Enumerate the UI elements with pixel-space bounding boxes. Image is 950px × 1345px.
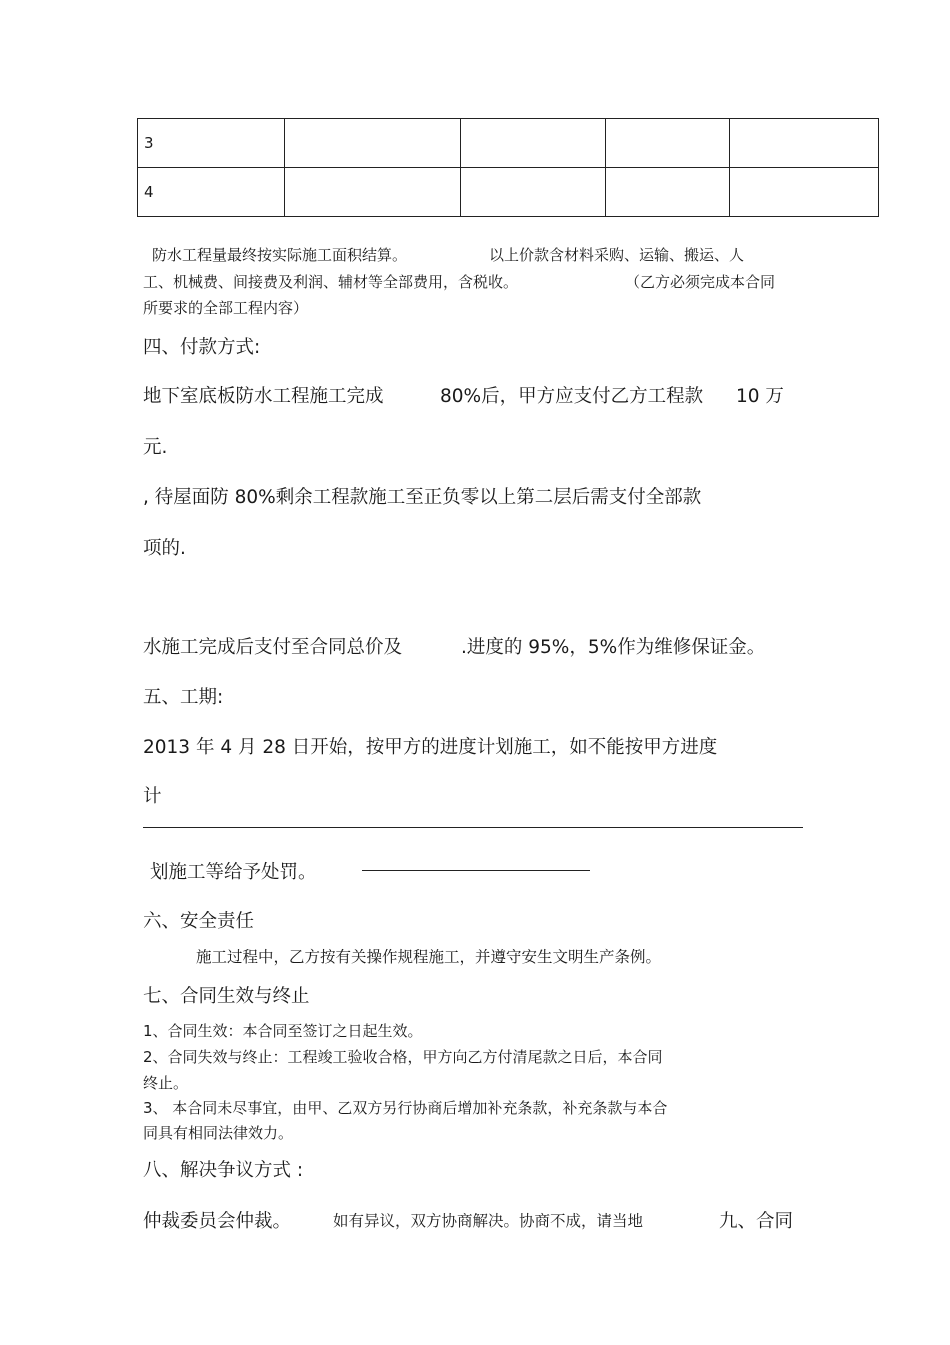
note-line: 所要求的全部工程内容） [143,299,309,317]
list-item: 终止。 [143,1074,189,1092]
table-cell [730,168,879,217]
paragraph-text: 划施工等给予处罚。 [150,862,317,883]
table-cell [606,119,730,168]
table-cell [461,168,606,217]
paragraph-text: 仲裁委员会仲裁。 [143,1211,292,1232]
divider-line [143,827,803,828]
note-line: 工、机械费、间接费及利润、辅材等全部费用，含税收。 [143,273,519,291]
underline-blank [362,870,590,871]
table-cell: 4 [138,168,285,217]
table-cell [285,168,461,217]
table-row [138,119,879,168]
paragraph-text: 80%后，甲方应支付乙方工程款 [440,386,704,407]
paragraph-text: 项的. [143,538,186,559]
section-heading: 八、解决争议方式 : [143,1160,304,1181]
table-cell [461,119,606,168]
list-item: 2、合同失效与终止：工程竣工验收合格，甲方向乙方付清尾款之日后，本合同 [143,1048,663,1066]
paragraph-text: , 待屋面防 80%剩余工程款施工至正负零以上第二层后需支付全部款 [143,487,702,508]
list-item: 1、合同生效：本合同至签订之日起生效。 [143,1022,423,1040]
table-row [138,168,879,217]
paragraph-text: .进度的 95%，5%作为维修保证金。 [461,637,766,658]
table-cell [606,168,730,217]
paragraph-text: 水施工完成后支付至合同总价及 [143,637,403,658]
paragraph-text: 10 万 [736,386,784,407]
list-item: 同具有相同法律效力。 [143,1124,294,1142]
paragraph-text: 元. [143,437,168,458]
table-cell [730,119,879,168]
note-line: （乙方必须完成本合同 [625,273,776,291]
work-quantity-table [137,118,879,217]
section-heading: 六、安全责任 [143,911,255,932]
table-cell [285,119,461,168]
paragraph-text: 九、合同 [719,1211,794,1232]
table-cell: 3 [138,119,285,168]
section-heading: 五、工期: [143,687,224,708]
note-line: 防水工程量最终按实际施工面积结算。 [152,246,408,264]
paragraph-text: 2013 年 4 月 28 日开始，按甲方的进度计划施工，如不能按甲方进度 [143,737,718,758]
paragraph-text: 施工过程中，乙方按有关操作规程施工，并遵守安生文明生产条例。 [196,948,662,966]
list-item: 3、 本合同未尽事宜，由甲、乙双方另行协商后增加补充条款，补充条款与本合 [143,1099,668,1117]
section-heading: 四、付款方式: [143,337,261,358]
section-heading: 七、合同生效与终止 [143,986,310,1007]
paragraph-text: 地下室底板防水工程施工完成 [143,386,384,407]
paragraph-text: 计 [143,786,162,807]
note-line: 以上价款含材料采购、运输、搬运、人 [489,246,745,264]
paragraph-text: 如有异议，双方协商解决。协商不成，请当地 [333,1212,644,1230]
